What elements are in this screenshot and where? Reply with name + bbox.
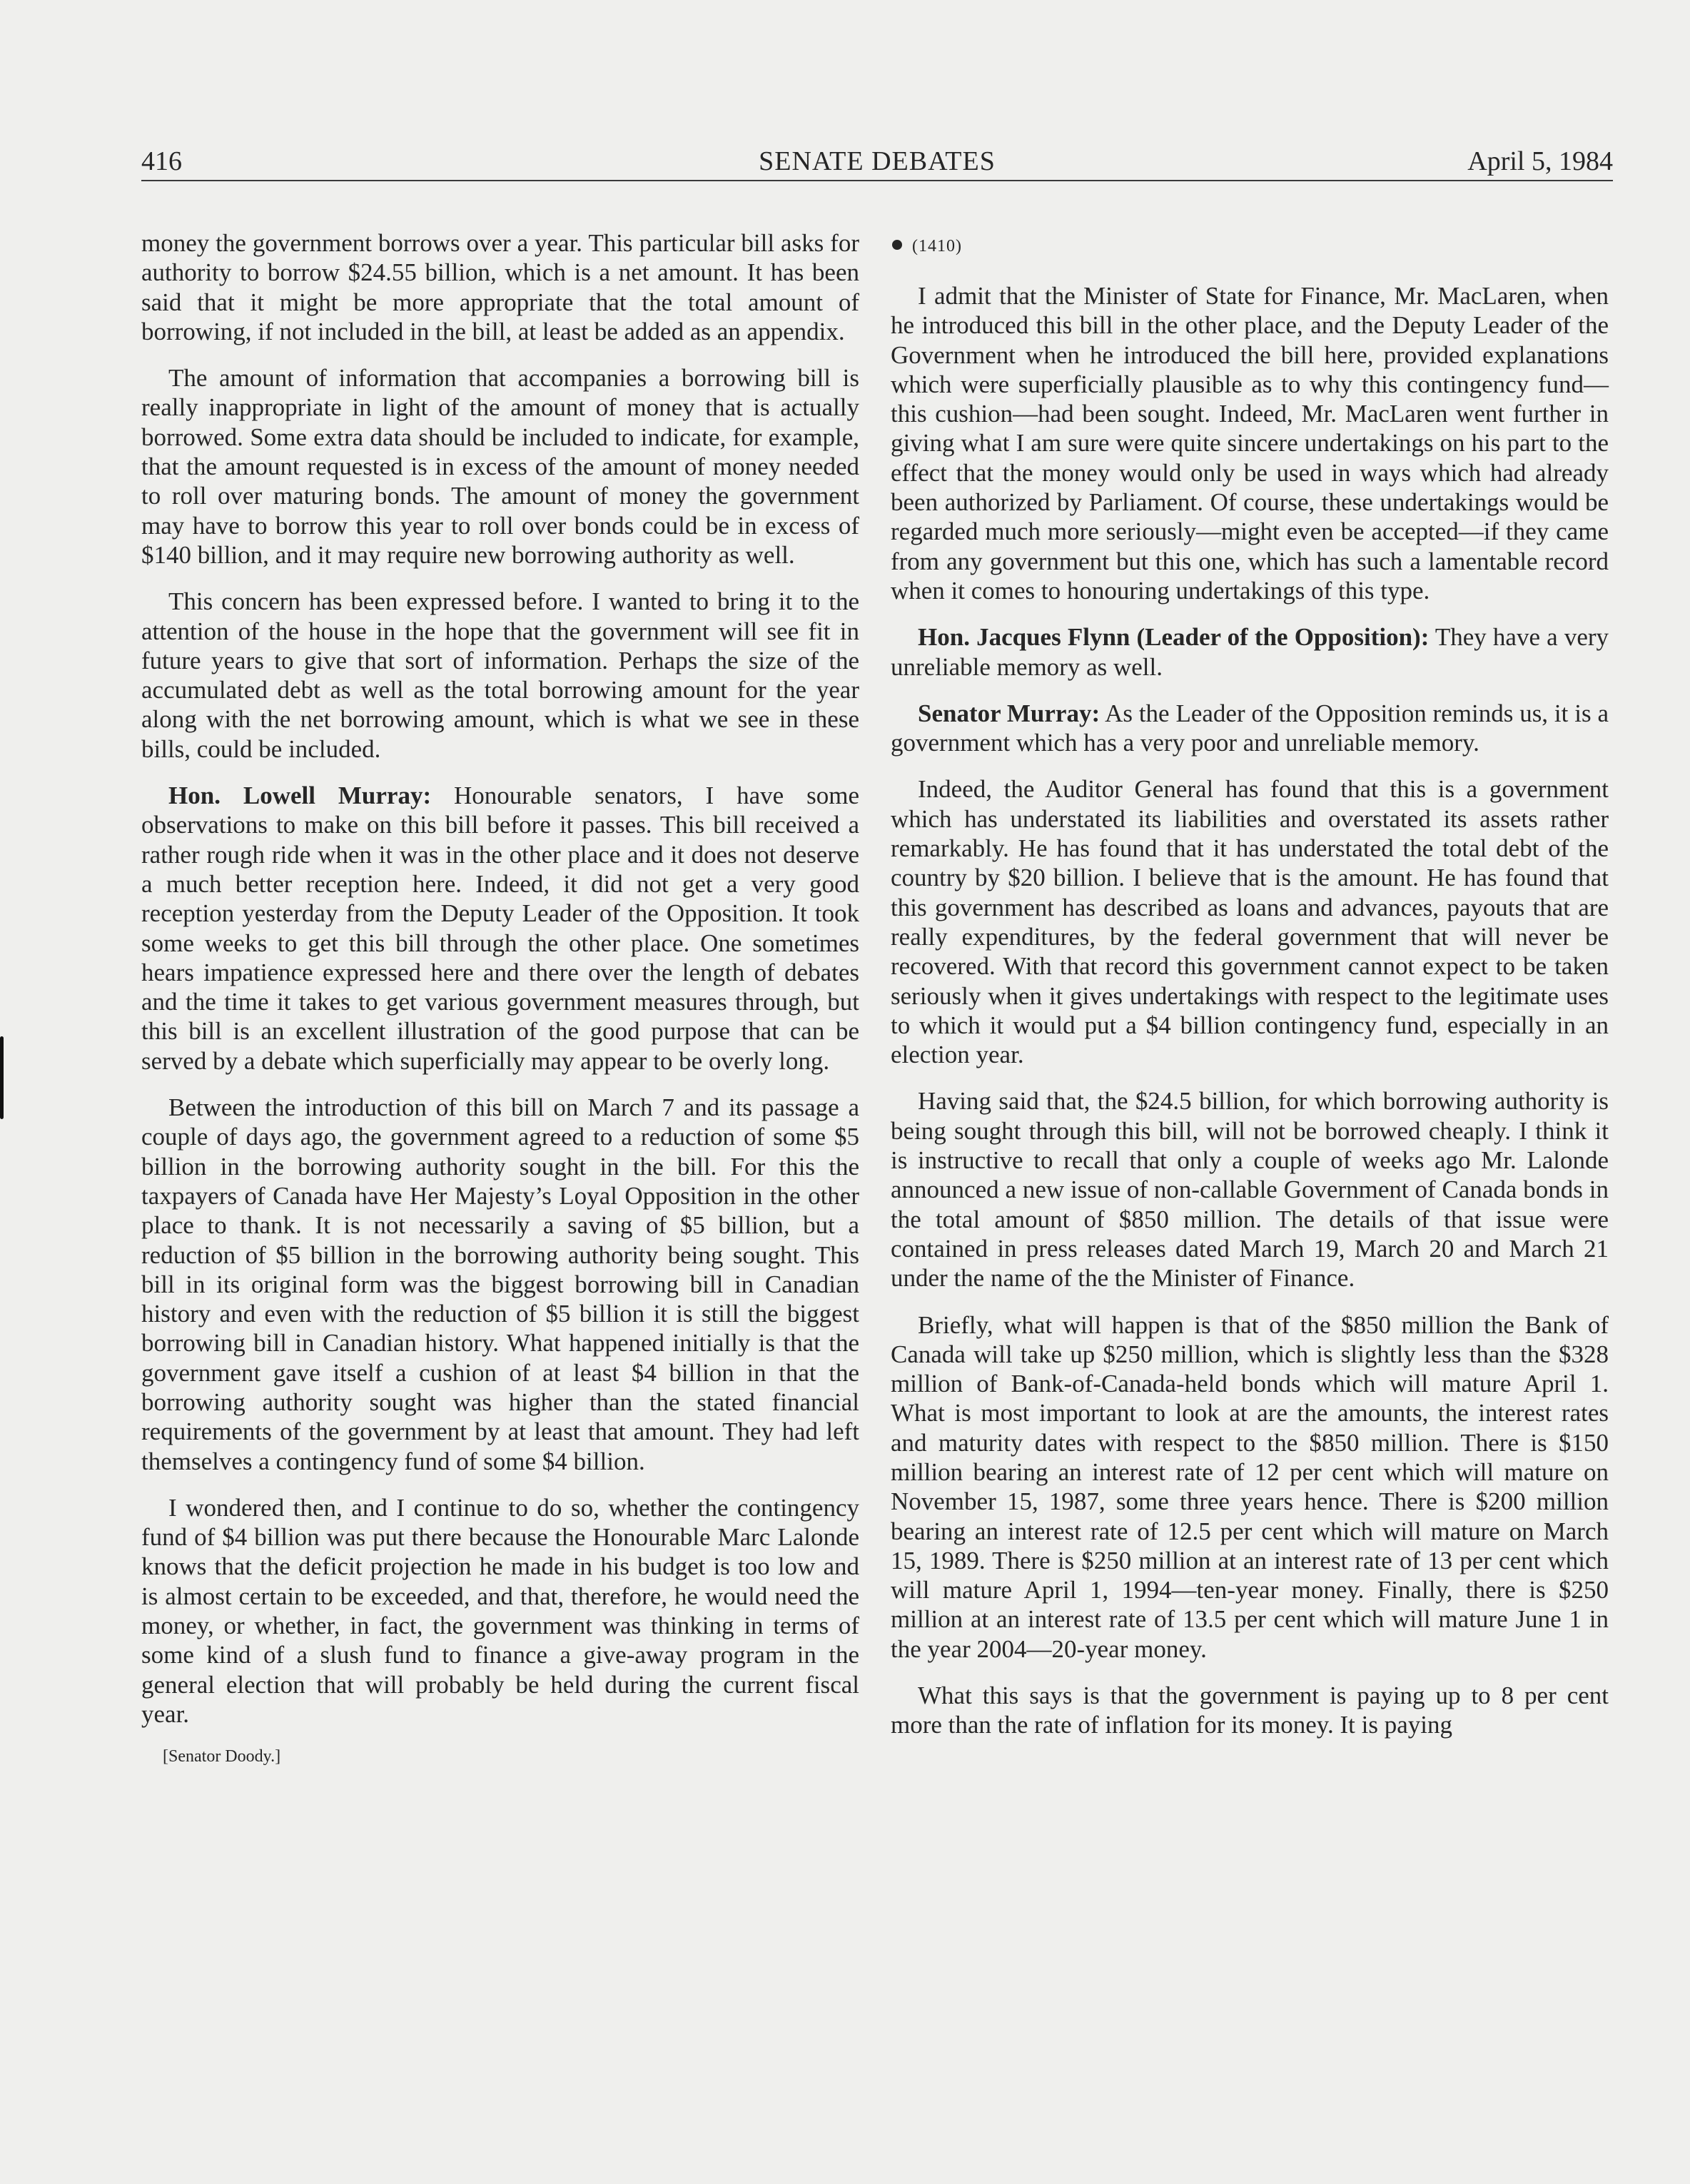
speaker-name: Hon. Jacques Flynn (Leader of the Opposition):	[918, 623, 1430, 652]
paragraph: This concern has been expressed before. I wanted to bring it to the attention of the house in the hope that the government will see fit in future years to give that sort of information. Perhaps the size of the accumulated debt as well as the total borrowing amount for the year along with the net borrowing amount, which is what we see in these bills, could be included.	[141, 587, 859, 763]
left-column	[141, 228, 859, 1767]
right-column	[891, 228, 1609, 1757]
page-header	[141, 143, 1613, 181]
speech-paragraph	[891, 622, 1609, 682]
speech-paragraph	[141, 781, 859, 1076]
speech-paragraph	[891, 699, 1609, 758]
paragraph: What this says is that the government is paying up to 8 per cent more than the rate of inflation for its money. It is paying	[891, 1682, 1609, 1739]
paragraph: Having said that, the $24.5 billion, for which borrowing authority is being sought through this bill, will not be borrowed cheaply. I think it is instructive to recall that only a couple of weeks ago Mr. Lalonde announced a new issue of non-callable Government of Canada bonds in the total amount of $850 million. The details of that issue were contained in press releases dated March 19, March 20 and March 21 under the name of the the Minister of Finance.	[891, 1087, 1609, 1293]
speaker-note: [Senator Doody.]	[163, 1747, 281, 1766]
paragraph: Indeed, the Auditor General has found that this is a government which has understated its liabilities and overstated its assets rather remarkably. He has found that it has understated the total debt of the country by $20 billion. I believe that is the amount. He has found that this government has described as loans and advances, payouts that are really expenditures, by the federal government that will never be recovered. With that record this government cannot expect to be taken seriously when it gives undertakings with respect to the legitimate uses to which it would put a $4 billion contingency fund, especially in an election year.	[891, 775, 1609, 1069]
running-title: SENATE DEBATES	[759, 146, 996, 176]
issue-date: April 5, 1984	[1467, 146, 1613, 176]
speech-text: They have a very unreliable memory as well.	[891, 623, 1609, 681]
margin-mark	[0, 1036, 4, 1119]
paragraph: money the government borrows over a year. This particular bill asks for authority to borrow $24.55 billion, which is a net amount. It has been said that it might be more appropriate that the total amount of borrowing, if not included in the bill, at least be added as an appendix.	[141, 229, 859, 345]
paragraph: I admit that the Minister of State for Finance, Mr. MacLaren, when he introduced this bill in the other place, and the Deputy Leader of the Government when he introduced the bill here, provided explanations which were superficially plausible as to why this contingency fund—this cushion—had been sought. Indeed, Mr. MacLaren went further in giving what I am sure were quite sincere undertakings on his part to the effect that the money would only be used in ways which had already been authorized by Parliament. Of course, these undertakings would be regarded much more seriously—might even be accepted—if they came from any government but this one, which has such a lamentable record when it comes to honouring undertakings of this type.	[891, 282, 1609, 605]
bullet-icon	[892, 240, 902, 250]
speaker-name: Senator Murray:	[918, 699, 1100, 727]
speaker-name: Hon. Lowell Murray:	[168, 782, 432, 810]
paragraph: The amount of information that accompanies a borrowing bill is really inappropriate in light of the amount of money that is actually borrowed. Some extra data should be included to indicate, for example, that the amount requested is in excess of the amount of money needed to roll over maturing bonds. The amount of money the government may have to borrow this year to roll over bonds could be in excess of $140 billion, and it may require new borrowing authority as well.	[141, 364, 859, 569]
speech-text: As the Leader of the Opposition reminds us, it is a government which has a very poor and unreliable memory.	[891, 699, 1609, 757]
time-marker-text: (1410)	[912, 237, 962, 256]
paragraph: Between the introduction of this bill on March 7 and its passage a couple of days ago, the government agreed to a reduction of some $5 billion in the borrowing authority sought in the bill. For this the taxpayers of Canada have Her Majesty’s Loyal Opposition in the other place to thank. It is not necessarily a saving of $5 billion, but a reduction of $5 billion in the borrowing authority being sought. This bill in its original form was the biggest borrowing bill in Canadian history and even with the reduction of $5 billion it is still the biggest borrowing bill in Canadian history. What happened initially is that the government gave itself a cushion of at least $4 billion in that the borrowing authority sought was higher than the stated financial requirements of the government by at least that amount. They had left themselves a contingency fund of some $4 billion.	[141, 1093, 859, 1475]
time-marker	[892, 236, 1609, 257]
page-number: 416	[141, 146, 182, 176]
speech-text: Honourable senators, I have some observations to make on this bill before it passes. This bill received a rather rough ride when it was in the other place and it does not deserve a much better reception here. Indeed, it did not get a very good reception yesterday from the Deputy Leader of the Opposition. It took some weeks to get this bill through the other place. One sometimes hears impatience expressed here and there over the length of debates and the time it takes to get various government measures through, but this bill is an excellent illustration of the good purpose that can be served by a debate which superficially may appear to be overly long.	[141, 782, 859, 1075]
paragraph: I wondered then, and I continue to do so, whether the contingency fund of $4 billion was put there because the Honourable Marc Lalonde knows that the deficit projection he made in his budget is too low and is almost certain to be exceeded, and that, therefore, he would need the money, or whether, in fact, the government was thinking in terms of some kind of a slush fund to finance a give-away program in the general election that will probably be held during the current fiscal year.	[141, 1493, 859, 1728]
paragraph: Briefly, what will happen is that of the $850 million the Bank of Canada will take up $250 million, which is slightly less than the $328 million of Bank-of-Canada-held bonds which will mature April 1. What is most important to look at are the amounts, the interest rates and maturity dates with respect to the $850 million. There is $150 million bearing an interest rate of 12 per cent which will mature on November 15, 1987, some three years hence. There is $200 million bearing an interest rate of 12.5 per cent which will mature on March 15, 1989. There is $250 million at an interest rate of 13 per cent which will mature April 1, 1994—ten-year money. Finally, there is $250 million at an interest rate of 13.5 per cent which will mature June 1 in the year 2004—20-year money.	[891, 1310, 1609, 1663]
